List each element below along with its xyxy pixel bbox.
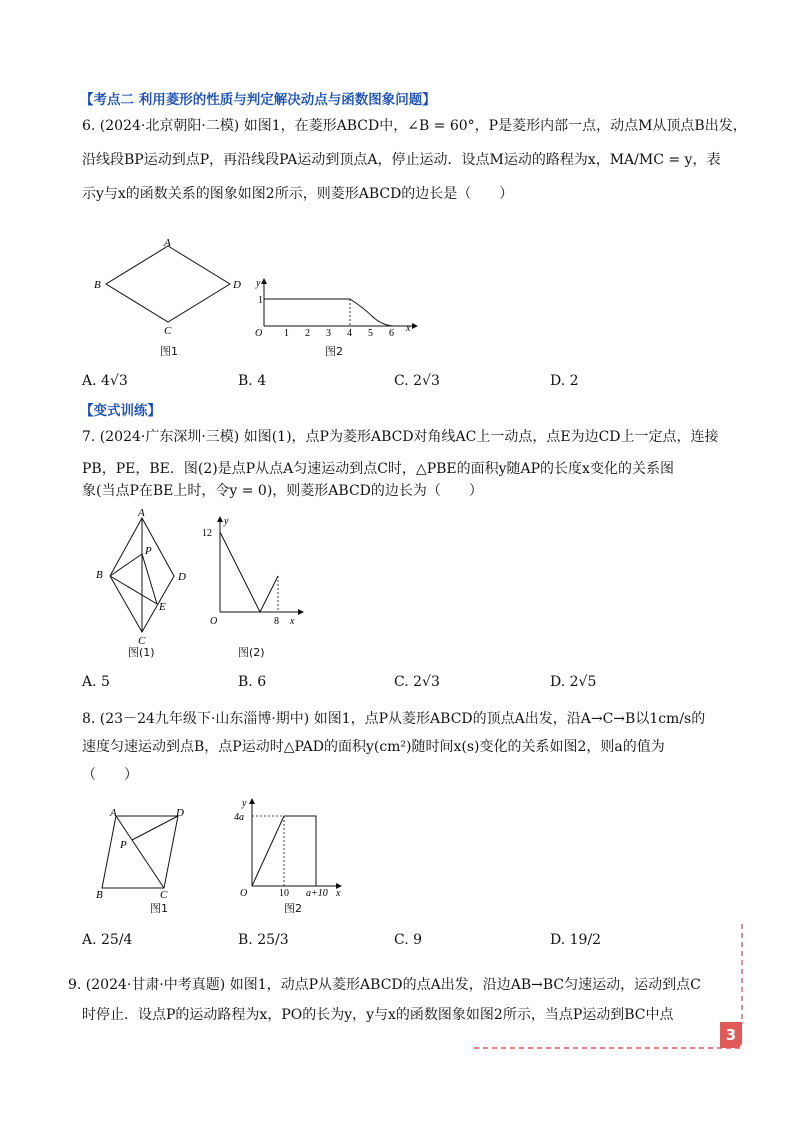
- q6-figure1: [90, 236, 250, 336]
- q8-option-b[interactable]: B. 25/3: [238, 932, 289, 948]
- q6-fig2-xtick: 3: [326, 328, 331, 339]
- q8-figure2: [228, 796, 348, 900]
- corner-decoration: [470, 920, 750, 1060]
- q8-fig1-label-p: P: [120, 839, 127, 851]
- section-header: 【考点二 利用菱形的性质与判定解决动点与函数图象问题】: [80, 92, 436, 108]
- q6-fig1-label-d: D: [233, 279, 241, 291]
- q8-fig2-xtick: a+10: [306, 888, 328, 899]
- q7-fig2-ytick: 12: [202, 528, 212, 539]
- q6-fig2-y-label: y: [256, 278, 261, 289]
- q6-fig1-label-c: C: [164, 325, 172, 336]
- q8-line2: 速度匀速运动到点B，点P运动时△PAD的面积y(cm²)随时间x(s)变化的关系如图2，则a的值为: [82, 739, 665, 755]
- q7-option-c[interactable]: C. 2√3: [394, 674, 440, 690]
- q8-option-a[interactable]: A. 25/4: [82, 932, 133, 948]
- q6-fig2-xtick: 2: [305, 328, 310, 339]
- q6-line1: 6. (2024·北京朝阳·二模) 如图1，在菱形ABCD中，∠B = 60°，P是菱形内部一点，动点M从顶点B出发，: [82, 118, 747, 134]
- q6-fig2-xtick: 1: [284, 328, 289, 339]
- q7-fig1-label-p: P: [145, 545, 152, 557]
- q6-option-d[interactable]: D. 2: [550, 373, 579, 389]
- q7-figure1: [90, 506, 200, 646]
- q8-fig1-label-a: A: [110, 807, 117, 819]
- page-number: 3: [720, 1022, 742, 1048]
- q6-fig2-caption: 图2: [325, 345, 343, 358]
- q8-figure1: [90, 804, 200, 900]
- q6-fig2-origin: O: [255, 328, 263, 339]
- q7-fig1-caption: 图(1): [128, 646, 155, 659]
- q6-fig2-xtick: 4: [347, 328, 352, 339]
- q6-fig1-label-a: A: [164, 237, 171, 249]
- q7-option-b[interactable]: B. 6: [238, 674, 267, 690]
- q7-fig1-label-e: E: [159, 601, 166, 613]
- q8-option-c[interactable]: C. 9: [394, 932, 423, 948]
- q8-fig1-label-b: B: [96, 889, 103, 900]
- q8-fig2-ytick: 4a: [234, 812, 244, 823]
- q8-line1: 8. (23－24九年级下·山东淄博·期中) 如图1，点P从菱形ABCD的顶点A出发，沿A→C→B以1cm/s的: [82, 711, 706, 727]
- q7-option-d[interactable]: D. 2√5: [550, 674, 597, 690]
- q9-line2: 时停止．设点P的运动路程为x，PO的长为y，y与x的函数图象如图2所示，当点P运动到BC中点: [82, 1007, 674, 1023]
- q7-fig2-x-label: x: [290, 616, 295, 627]
- q6-line3: 示y与x的函数关系的图象如图2所示，则菱形ABCD的边长是（ ）: [82, 186, 514, 202]
- q8-fig2-y-label: y: [242, 798, 247, 809]
- q6-option-a[interactable]: A. 4√3: [82, 373, 128, 389]
- q8-fig1-label-c: C: [160, 889, 168, 900]
- q6-fig1-label-b: B: [94, 279, 101, 291]
- q6-option-c[interactable]: C. 2√3: [394, 373, 440, 389]
- q7-fig2-y-label: y: [224, 516, 229, 527]
- q6-fig2-xtick: 5: [368, 328, 373, 339]
- q7-figure2: [200, 514, 310, 630]
- q8-fig1-label-d: D: [176, 807, 184, 819]
- q7-fig1-label-d: D: [178, 571, 186, 583]
- q6-fig1-caption: 图1: [160, 345, 178, 358]
- q7-line1: 7. (2024·广东深圳·三模) 如图(1)，点P为菱形ABCD对角线AC上一动点，点E为边CD上一定点，连接: [82, 429, 719, 445]
- q8-line3: （ ）: [82, 767, 138, 783]
- q7-fig2-xtick: 8: [274, 616, 279, 627]
- q7-line2: PB，PE，BE．图(2)是点P从点A匀速运动到点C时，△PBE的面积y随AP的长度x变化的关系图: [82, 461, 674, 477]
- q7-fig1-label-b: B: [96, 569, 103, 581]
- q8-fig2-caption: 图2: [284, 902, 302, 915]
- q8-fig1-caption: 图1: [150, 902, 168, 915]
- q6-option-b[interactable]: B. 4: [238, 373, 267, 389]
- q6-fig2-ytick: 1: [258, 295, 263, 306]
- q6-fig2-xtick: 6: [389, 328, 394, 339]
- q7-line3: 象(当点P在BE上时，令y = 0)，则菱形ABCD的边长为（ ）: [82, 483, 483, 499]
- q7-fig2-origin: O: [210, 616, 218, 627]
- q8-option-d[interactable]: D. 19/2: [550, 932, 602, 948]
- q8-fig2-xtick: 10: [279, 888, 289, 899]
- q7-fig1-label-a: A: [138, 507, 145, 519]
- q6-line2: 沿线段BP运动到点P，再沿线段PA运动到顶点A，停止运动．设点M运动的路程为x，MA/MC = y，表: [82, 152, 721, 168]
- q8-fig2-origin: O: [240, 888, 248, 899]
- q6-figure2: [252, 276, 422, 340]
- q8-fig2-x-label: x: [336, 888, 341, 899]
- variant-header: 【变式训练】: [80, 403, 161, 419]
- q9-line1: 9. (2024·甘肃·中考真题) 如图1，动点P从菱形ABCD的点A出发，沿边AB→BC匀速运动，运动到点C: [68, 977, 701, 993]
- q7-option-a[interactable]: A. 5: [82, 674, 110, 690]
- q6-fig2-x-label: x: [406, 323, 411, 334]
- q7-fig1-label-c: C: [138, 635, 146, 646]
- q7-fig2-caption: 图(2): [238, 646, 265, 659]
